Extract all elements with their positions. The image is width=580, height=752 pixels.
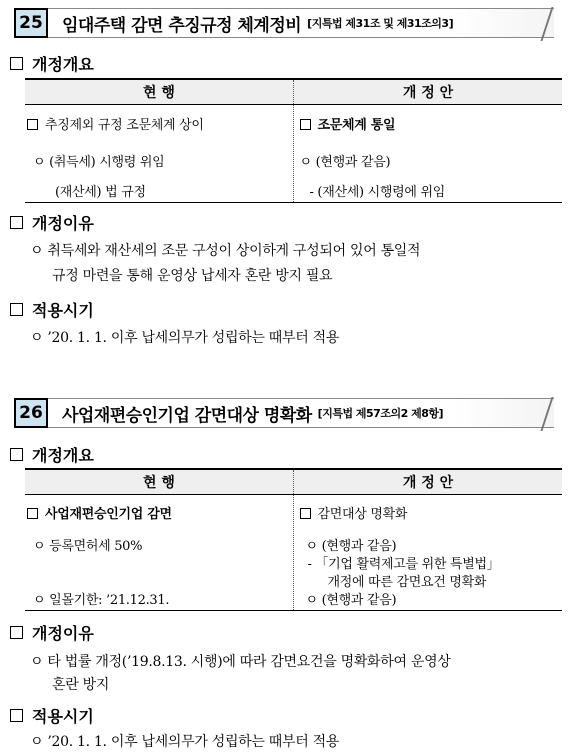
apply-heading: 적용시기	[10, 704, 94, 727]
current-line: ㅇ 일몰기한: ’21.12.31.	[33, 593, 170, 608]
table-body	[25, 495, 562, 610]
reason-heading: 개정이유	[10, 621, 94, 644]
item-title-box	[48, 398, 554, 428]
checkbox-square-icon	[10, 216, 23, 229]
apply-text: ㅇ ’20. 1. 1. 이후 납세의무가 성립하는 때부터 적용	[30, 734, 340, 750]
current-title: 추징제외 규정 조문체계 상이	[27, 114, 204, 133]
law-reference: [지특법 제57조의2 제8항]	[317, 407, 444, 420]
current-line: ㅇ (취득세) 시행령 위임	[33, 155, 165, 170]
checkbox-square-icon	[10, 57, 23, 70]
apply-text: ㅇ ’20. 1. 1. 이후 납세의무가 성립하는 때부터 적용	[30, 330, 340, 346]
law-reference: [지특법 제31조 및 제31조의3]	[307, 17, 454, 30]
reason-line: 혼란 방지	[52, 677, 110, 693]
table-header	[25, 80, 562, 105]
checkbox-square-icon	[27, 119, 38, 130]
reason-line: ㅇ 취득세와 재산세의 조문 구성이 상이하게 구성되어 있어 통일적	[30, 243, 421, 259]
proposed-line: ㅇ (현행과 같음)	[299, 155, 391, 170]
proposed-line: ㅇ (현행과 같음)	[305, 539, 397, 554]
current-title: 사업재편승인기업 감면	[27, 503, 172, 522]
proposed-line: - 「기업 활력제고를 위한 특별법」	[307, 557, 500, 572]
current-column	[25, 105, 294, 202]
column-current-header: 현 행	[25, 470, 294, 494]
checkbox-square-icon	[10, 626, 23, 639]
checkbox-square-icon	[27, 508, 38, 519]
proposed-line: ㅇ (현행과 같음)	[305, 593, 397, 608]
overview-heading: 개정개요	[10, 52, 94, 75]
current-line: ㅇ 등록면허세 50%	[33, 539, 143, 554]
comparison-table	[25, 468, 562, 611]
item-title: 사업재편승인기업 감면대상 명확화	[62, 405, 312, 426]
proposed-title: 조문체계 통일	[300, 114, 396, 133]
item-25-title-bar	[14, 8, 554, 38]
item-title-box	[48, 8, 554, 38]
column-current-header: 현 행	[25, 80, 294, 104]
item-number: 26	[14, 398, 48, 428]
item-title: 임대주택 감면 추징규정 체계정비	[62, 15, 302, 36]
proposed-column	[294, 495, 563, 610]
overview-heading: 개정개요	[10, 443, 94, 466]
checkbox-square-icon	[300, 119, 311, 130]
proposed-column	[294, 105, 563, 202]
checkbox-square-icon	[10, 448, 23, 461]
table-header	[25, 470, 562, 495]
reason-line: 규정 마련을 통해 운영상 납세자 혼란 방지 필요	[52, 268, 333, 284]
reason-line: ㅇ 타 법률 개정(’19.8.13. 시행)에 따라 감면요건을 명확화하여 운영상	[30, 654, 451, 670]
proposed-title: 감면대상 명확화	[300, 503, 408, 522]
apply-heading: 적용시기	[10, 298, 94, 321]
checkbox-square-icon	[300, 508, 311, 519]
column-proposed-header: 개 정 안	[402, 475, 454, 491]
column-proposed-header: 개 정 안	[402, 85, 454, 101]
proposed-line: 개정에 따른 감면요건 명확화	[327, 575, 487, 590]
reason-heading: 개정이유	[10, 211, 94, 234]
current-column	[25, 495, 294, 610]
item-26-title-bar	[14, 398, 554, 428]
checkbox-square-icon	[10, 709, 23, 722]
proposed-line: - (재산세) 시행령에 위임	[309, 185, 445, 200]
checkbox-square-icon	[10, 303, 23, 316]
current-line: (재산세) 법 규정	[55, 185, 146, 200]
comparison-table	[25, 78, 562, 203]
item-number: 25	[14, 8, 48, 38]
table-body	[25, 105, 562, 202]
